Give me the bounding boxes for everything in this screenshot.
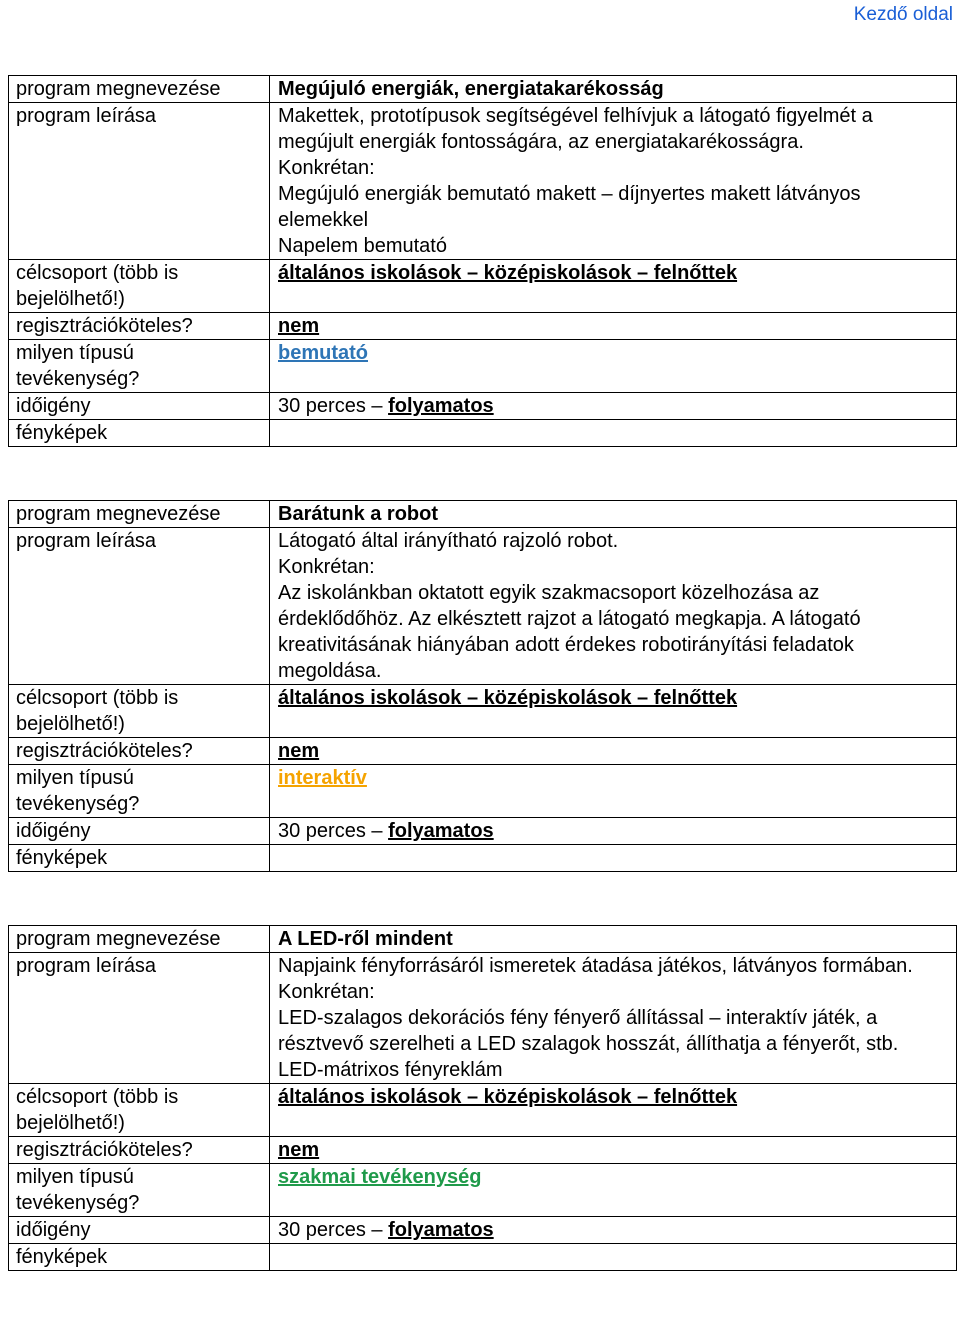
program-table [8, 75, 957, 447]
program-name: Megújuló energiák, energiatakarékosság [270, 76, 957, 103]
program-description-cell [270, 103, 957, 260]
program-activity-type: bemutató [278, 342, 368, 364]
duration-prefix: 30 perces – [278, 395, 389, 417]
program-description: Napjaink fényforrásáról ismeretek átadása játékos, látványos formában. [278, 955, 913, 977]
label-duration: időigény [9, 818, 270, 845]
label-name: program megnevezése [9, 926, 270, 953]
program-description: Látogató által irányítható rajzoló robot. [278, 530, 619, 552]
program-activity-type: interaktív [278, 767, 367, 789]
label-photos: fényképek [9, 1244, 270, 1271]
label-photos: fényképek [9, 845, 270, 872]
label-duration: időigény [9, 1217, 270, 1244]
row-photos [9, 845, 957, 872]
row-description [9, 103, 957, 260]
program-photos [270, 420, 957, 447]
program-duration [270, 818, 957, 845]
program-activity-cell [270, 1164, 957, 1217]
duration-value: folyamatos [388, 395, 494, 417]
duration-value: folyamatos [388, 1219, 494, 1241]
label-registration: regisztrációköteles? [9, 738, 270, 765]
label-duration: időigény [9, 393, 270, 420]
row-audience [9, 685, 957, 738]
program-registration: nem [270, 1137, 957, 1164]
label-registration: regisztrációköteles? [9, 313, 270, 340]
program-table [8, 925, 957, 1271]
row-duration [9, 393, 957, 420]
program-audience: általános iskolások – középiskolások – felnőttek [270, 685, 957, 738]
concretely-label: Konkrétan: [278, 981, 375, 1003]
row-registration [9, 1137, 957, 1164]
label-name: program megnevezése [9, 76, 270, 103]
program-details-extra: LED-mátrixos fényreklám [278, 1059, 503, 1081]
concretely-label: Konkrétan: [278, 556, 375, 578]
program-audience: általános iskolások – középiskolások – felnőttek [270, 1084, 957, 1137]
row-activity-type [9, 340, 957, 393]
program-audience: általános iskolások – középiskolások – felnőttek [270, 260, 957, 313]
row-registration [9, 313, 957, 340]
row-description [9, 528, 957, 685]
row-duration [9, 1217, 957, 1244]
row-name [9, 926, 957, 953]
program-photos [270, 845, 957, 872]
program-duration [270, 1217, 957, 1244]
row-registration [9, 738, 957, 765]
label-description: program leírása [9, 528, 270, 685]
row-audience [9, 260, 957, 313]
program-description-cell [270, 953, 957, 1084]
program-description-cell [270, 528, 957, 685]
label-description: program leírása [9, 953, 270, 1084]
row-photos [9, 420, 957, 447]
row-name [9, 501, 957, 528]
program-details: Megújuló energiák bemutató makett – díjnyertes makett látványos elemekkel [278, 183, 861, 231]
home-link[interactable]: Kezdő oldal [853, 4, 953, 25]
label-audience: célcsoport (több is bejelölhető!) [9, 685, 270, 738]
program-photos [270, 1244, 957, 1271]
duration-value: folyamatos [388, 820, 494, 842]
label-name: program megnevezése [9, 501, 270, 528]
duration-prefix: 30 perces – [278, 1219, 389, 1241]
row-activity-type [9, 765, 957, 818]
program-name: Barátunk a robot [270, 501, 957, 528]
program-name: A LED-ről mindent [270, 926, 957, 953]
label-activity-type: milyen típusú tevékenység? [9, 765, 270, 818]
program-description: Makettek, prototípusok segítségével felhívjuk a látogató figyelmét a megújult energiák fontosságára, az energiatakarékosságra. [278, 105, 873, 153]
row-duration [9, 818, 957, 845]
program-details-extra: Napelem bemutató [278, 235, 447, 257]
program-registration: nem [270, 313, 957, 340]
row-name [9, 76, 957, 103]
row-description [9, 953, 957, 1084]
row-photos [9, 1244, 957, 1271]
label-description: program leírása [9, 103, 270, 260]
label-activity-type: milyen típusú tevékenység? [9, 1164, 270, 1217]
row-activity-type [9, 1164, 957, 1217]
label-activity-type: milyen típusú tevékenység? [9, 340, 270, 393]
label-registration: regisztrációköteles? [9, 1137, 270, 1164]
duration-prefix: 30 perces – [278, 820, 389, 842]
program-details: Az iskolánkban oktatott egyik szakmacsoport közelhozása az érdeklődőhöz. Az elkésztett rajzot a látogató megkapja. A látogató kreativitásának hiányában adott érdekes robotirányítási feladatok megoldása. [278, 582, 861, 682]
program-activity-cell [270, 765, 957, 818]
label-audience: célcsoport (több is bejelölhető!) [9, 260, 270, 313]
label-photos: fényképek [9, 420, 270, 447]
program-duration [270, 393, 957, 420]
label-audience: célcsoport (több is bejelölhető!) [9, 1084, 270, 1137]
program-table [8, 500, 957, 872]
program-registration: nem [270, 738, 957, 765]
concretely-label: Konkrétan: [278, 157, 375, 179]
program-activity-type: szakmai tevékenység [278, 1166, 482, 1188]
program-activity-cell [270, 340, 957, 393]
row-audience [9, 1084, 957, 1137]
program-details: LED-szalagos dekorációs fény fényerő állítással – interaktív játék, a résztvevő szerelheti a LED szalagok hosszát, állíthatja a fényerőt, stb. [278, 1007, 899, 1055]
